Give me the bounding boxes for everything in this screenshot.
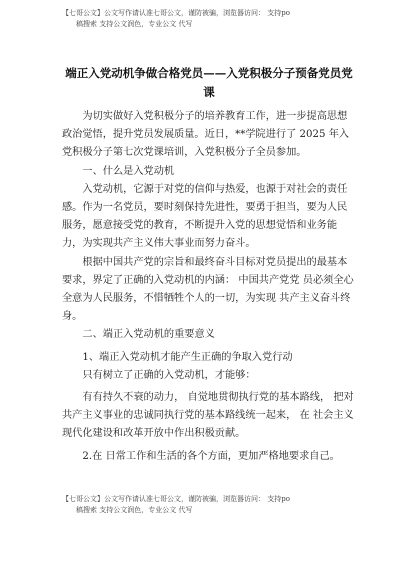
section-heading-2: 二、端正入党动机的重要意义 — [82, 329, 215, 341]
footer-line-2: 稿搜索 支持公文润色，专业公文 代写 — [76, 506, 193, 514]
body-paragraph: 入党动机，它源于对党的信仰与热爱，也源于对社会的责任感。作为一名党员，要时刻保持先进性，要勇于担当，要为人民服务，愿意接受党的教育，不断提升入党的思想觉悟和业务能力，为实现共产主义伟大事业而努力奋斗。 — [62, 183, 348, 250]
page-header-banner — [62, 8, 362, 30]
document-title: 端正入党动机争做合格党员——入党积极分子预备党员党课 — [65, 66, 353, 99]
subsection-heading-1: 1、端正入党动机才能产生正确的争取入党行动 — [82, 351, 293, 363]
body-paragraph: 有有持久不衰的动力， 自觉地贯彻执行党的基本路线， 把对共产主义事业的忠诚同执行党的基本路线统一起来， 在 社会主义现代化建设和改革开放中作出积极贡献。 — [62, 392, 354, 440]
subsection-heading-2: 2.在 日常工作和生活的各个方面，更加严格地要求自己。 — [82, 450, 340, 462]
page-footer-banner — [62, 494, 362, 516]
body-paragraph: 只有树立了正确的入党动机，才能够： — [82, 369, 256, 381]
section-heading-1: 一、什么是入党动机 — [82, 165, 175, 177]
body-paragraph: 根据中国共产党的宗旨和最终奋斗目标对党员提出的最基本要求，界定了正确的入党动机的内涵： 中国共产党党 员必须全心全意为人民服务，不惜牺牲个人的一切，为实现 共产主义奋斗终身。 — [62, 256, 354, 323]
intro-paragraph: 为切实做好入党积极分子的培养教育工作，进一步提高思想政治觉悟，提升党员发展质量。近日，**学院进行了 2025 年入党积极分子第七次党课培训，入党积极分子全员参加。 — [62, 111, 350, 159]
header-line-1: 【七哥公文】公文写作请认准七哥公文，谨防被骗，浏览器访问： 支持po — [62, 9, 290, 17]
document-body — [62, 108, 354, 466]
footer-line-1: 【七哥公文】公文写作请认准七哥公文，谨防被骗，浏览器访问： 支持po — [62, 495, 290, 503]
header-line-2: 稿搜索 支持公文润色，专业公文 代写 — [76, 20, 193, 28]
